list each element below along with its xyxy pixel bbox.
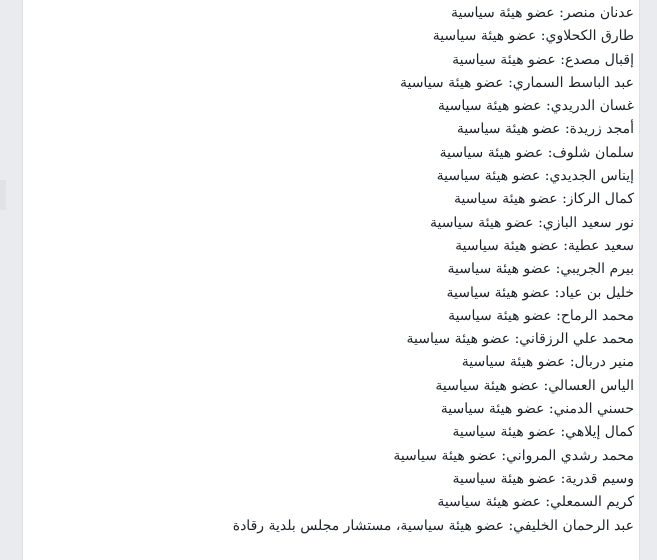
post-line: طارق الكحلاوي: عضو هيئة سياسية bbox=[432, 28, 634, 45]
post-line: كريم السمعلي: عضو هيئة سياسية bbox=[437, 494, 634, 511]
post-body bbox=[114, 2, 634, 538]
post-line: بيرم الجريبي: عضو هيئة سياسية bbox=[447, 261, 634, 278]
post-line: محمد الرماح: عضو هيئة سياسية bbox=[448, 307, 634, 324]
post-line: عبد الرحمان الخليفي: عضو هيئة سياسية، مستشار مجلس بلدية رقادة bbox=[232, 517, 634, 534]
left-panel-edge bbox=[0, 180, 6, 210]
post-line: الياس العسالي: عضو هيئة سياسية bbox=[435, 377, 634, 394]
post-line: كمال الركاز: عضو هيئة سياسية bbox=[453, 191, 634, 208]
post-line: عبد الباسط السماري: عضو هيئة سياسية bbox=[399, 74, 634, 91]
right-page-background bbox=[640, 0, 657, 560]
left-page-background bbox=[0, 0, 22, 560]
post-line: إيناس الجديدي: عضو هيئة سياسية bbox=[436, 168, 634, 185]
post-line: عدنان منصر: عضو هيئة سياسية bbox=[451, 5, 634, 21]
post-line: نور سعيد البازي: عضو هيئة سياسية bbox=[429, 214, 634, 231]
post-line: حسني الدمني: عضو هيئة سياسية bbox=[440, 401, 634, 418]
post-line: أمجد زريدة: عضو هيئة سياسية bbox=[456, 121, 634, 138]
post-line: غسان الدريدي: عضو هيئة سياسية bbox=[437, 98, 634, 115]
post-line: محمد علي الرزقاني: عضو هيئة سياسية bbox=[406, 331, 634, 348]
post-line: سعيد عطية: عضو هيئة سياسية bbox=[455, 237, 634, 254]
post-line: محمد رشدي المرواني: عضو هيئة سياسية bbox=[393, 447, 634, 464]
post-line: وسيم قدرية: عضو هيئة سياسية bbox=[452, 470, 634, 487]
post-line: إقبال مصدع: عضو هيئة سياسية bbox=[452, 51, 634, 68]
post-line: كمال إيلاهي: عضو هيئة سياسية bbox=[452, 424, 634, 441]
post-card bbox=[22, 0, 640, 560]
post-line: خليل بن عياد: عضو هيئة سياسية bbox=[446, 284, 634, 301]
post-line: منير دربال: عضو هيئة سياسية bbox=[461, 354, 634, 371]
post-line: سلمان شلوف: عضو هيئة سياسية bbox=[439, 144, 634, 161]
